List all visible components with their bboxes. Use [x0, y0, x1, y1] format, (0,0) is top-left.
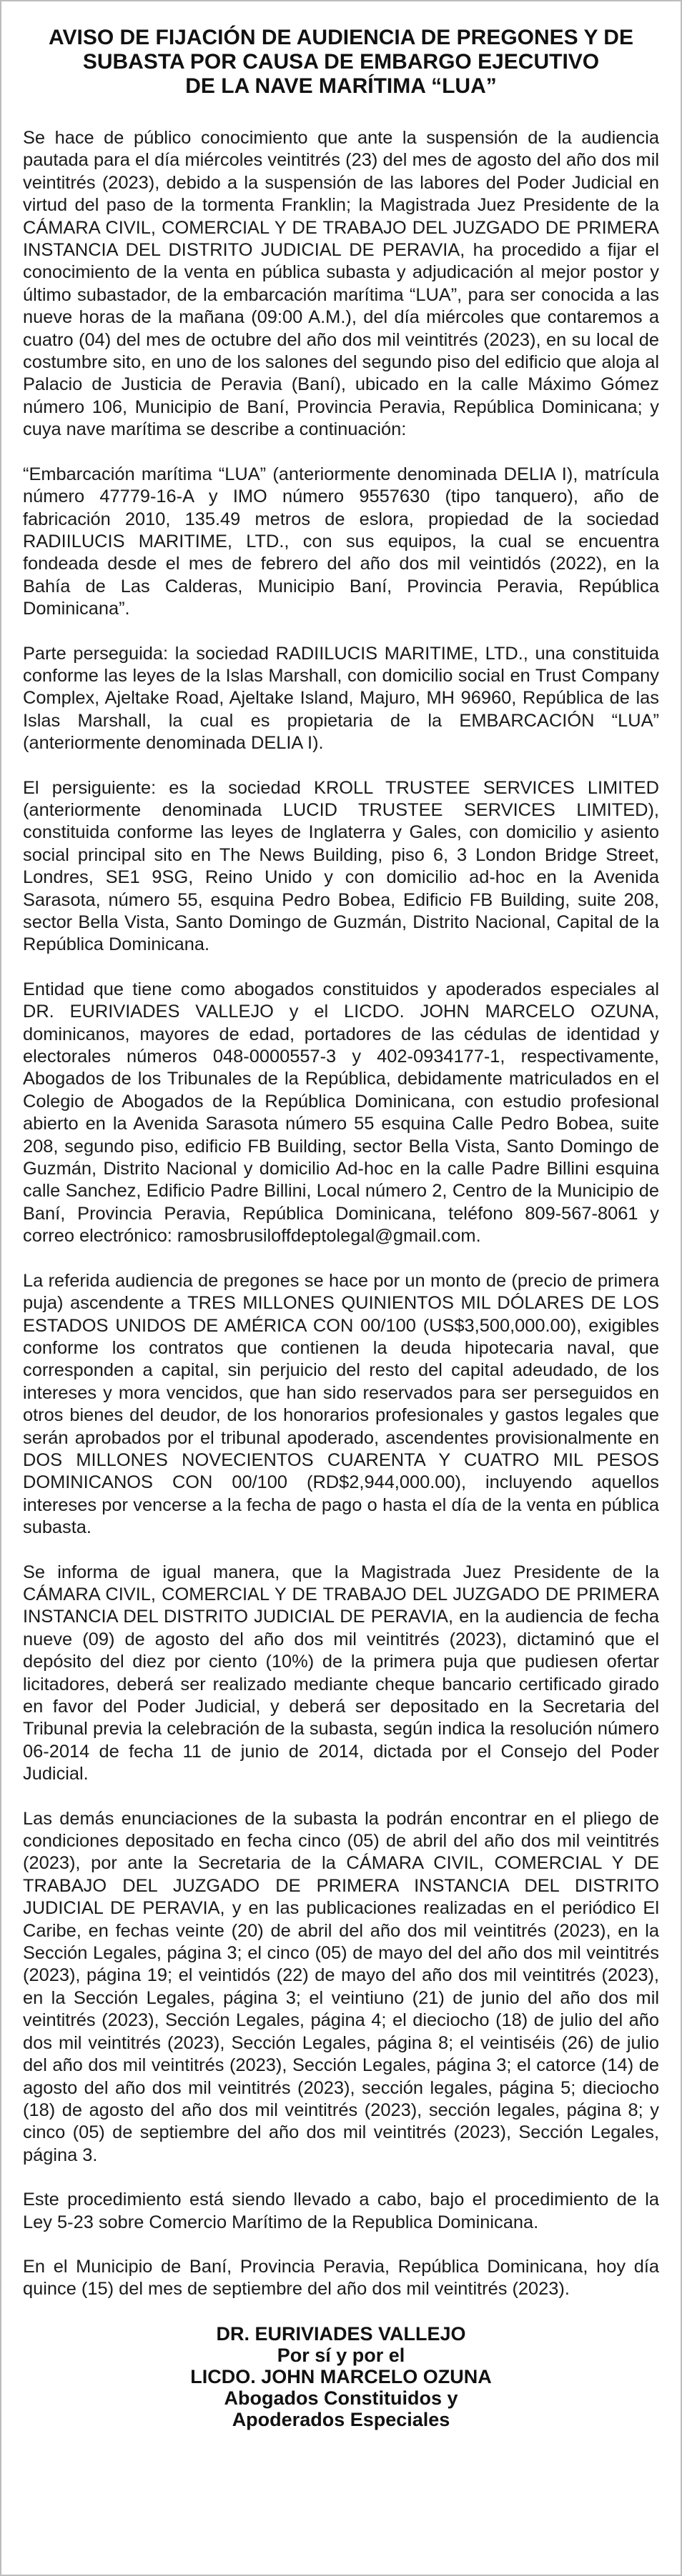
- title-line-2: SUBASTA POR CAUSA DE EMBARGO EJECUTIVO: [82, 50, 600, 74]
- notice-title: [23, 26, 659, 99]
- paragraph-attorneys: Entidad que tiene como abogados constituidos y apoderados especiales al DR. EURIVIADES VALLEJO y el LICDO. JOHN MARCELO OZUNA, dominicanos, mayores de edad, portadores de las cédulas de identidad y electorales números 048-0000557-3 y 402-0934177-1, respectivamente, Abogados de los Tribunales de la República, debidamente matriculados en el Colegio de Abogados de la República Dominicana, con estudio profesional abierto en la Avenida Sarasota número 55 esquina Calle Pedro Bobea, suite 208, segundo piso, edificio FB Building, sector Bella Vista, Santo Domingo de Guzmán, Distrito Nacional y domicilio Ad-hoc en la calle Padre Billini esquina calle Sanchez, Edificio Padre Billini, Local número 2, Centro de la Municipio de Baní, Provincia Peravia, República Dominicana, teléfono 809-567-8061 y correo electrónico: ramosbrusiloffdeptolegal@gmail.com.: [23, 979, 659, 1247]
- signature-line-4: Abogados Constituidos y: [224, 2387, 458, 2409]
- paragraph-vessel-description: “Embarcación marítima “LUA” (anteriormente denominada DELIA I), matrícula número 47779-16-A y IMO número 9557630 (tipo tanquero), año de fabricación 2010, 135.49 metros de eslora, propiedad de la sociedad RADIILUCIS MARITIME, LTD., con sus equipos, la cual se encuentra fondeada desde el mes de febrero del año dos mil veintidós (2022), en la Bahía de Las Calderas, Municipio Baní, Provincia Peravia, República Dominicana”.: [23, 464, 659, 619]
- signature-line-1: DR. EURIVIADES VALLEJO: [216, 2322, 466, 2345]
- paragraph-publications: Las demás enunciaciones de la subasta la podrán encontrar en el pliego de condiciones depositado en fecha cinco (05) de abril del año dos mil veintitrés (2023), por ante la Secretaria de la CÁMARA CIVIL, COMERCIAL Y DE TRABAJO DEL JUZGADO DE PRIMERA INSTANCIA DEL DISTRITO JUDICIAL DE PERAVIA, y en las publicaciones realizadas en el periódico El Caribe, en fechas veinte (20) de abril del año dos mil veintitrés (2023), en la Sección Legales, página 3; el cinco (05) de mayo del del año dos mil veintitrés (2023), página 19; el veintidós (22) de mayo del año dos mil veintitrés (2023), en la Sección Legales, página 3; el veintiuno (21) de junio del año dos mil veintitrés (2023), Sección Legales, página 4; el dieciocho (18) de julio del año dos mil veintitrés (2023), Sección Legales, página 8; el veintiséis (26) de julio del año dos mil veintitrés (2023), Sección Legales, página 3; el catorce (14) de agosto del año dos mil veintitrés (2023), sección legales, página 5; dieciocho (18) de agosto del año dos mil veintitrés (2023), sección legales, página 8; y cinco (05) de septiembre del año dos mil veintitrés (2023), Sección Legales, página 3.: [23, 1808, 659, 2165]
- signature-block: [23, 2323, 659, 2430]
- signature-line-2: Por sí y por el: [277, 2344, 405, 2366]
- paragraph-pursued-party: Parte perseguida: la sociedad RADIILUCIS MARITIME, LTD., una constituida conforme las leyes de la Islas Marshall, con domicilio social en Trust Company Complex, Ajeltake Road, Ajeltake Island, Majuro, MH 96960, República de las Islas Marshall, la cual es propietaria de la EMBARCACIÓN “LUA” (anteriormente denominada DELIA I).: [23, 643, 659, 754]
- signature-line-5: Apoderados Especiales: [232, 2408, 450, 2430]
- signature-line-3: LICDO. JOHN MARCELO OZUNA: [190, 2365, 492, 2387]
- paragraph-amount: La referida audiencia de pregones se hace por un monto de (precio de primera puja) ascendente a TRES MILLONES QUINIENTOS MIL DÓLARES DE LOS ESTADOS UNIDOS DE AMÉRICA CON 00/100 (US$3,500,000.00), exigibles conforme los contratos que contienen la deuda hipotecaria naval, que corresponden a capital, sin perjuicio del resto del capital adeudado, de los intereses y mora vencidos, que han sido reservados para ser perseguidos en otros bienes del deudor, de los honorarios profesionales y gastos legales que serán aprobados por el tribunal apoderado, ascendentes provisionalmente en DOS MILLONES NOVECIENTOS CUARENTA Y CUATRO MIL PESOS DOMINICANOS CON 00/100 (RD$2,944,000.00), incluyendo aquellos intereses por vencerse a la fecha de pago o hasta el día de la venta en pública subasta.: [23, 1270, 659, 1538]
- title-line-3: DE LA NAVE MARÍTIMA “LUA”: [185, 74, 497, 98]
- title-line-1: AVISO DE FIJACIÓN DE AUDIENCIA DE PREGONES Y DE: [49, 26, 633, 49]
- paragraph-announcement: Se hace de público conocimiento que ante la suspensión de la audiencia pautada para el día miércoles veintitrés (23) del mes de agosto del año dos mil veintitrés (2023), debido a la suspensión de las labores del Poder Judicial en virtud del paso de la tormenta Franklin; la Magistrada Juez Presidente de la CÁMARA CIVIL, COMERCIAL Y DE TRABAJO DEL JUZGADO DE PRIMERA INSTANCIA DEL DISTRITO JUDICIAL DE PERAVIA, ha procedido a fijar el conocimiento de la venta en pública subasta y adjudicación al mejor postor y último subastador, de la embarcación marítima “LUA”, para ser conocida a las nueve horas de la mañana (09:00 A.M.), del día miércoles que contaremos a cuatro (04) del mes de octubre del año dos mil veintitrés (2023), en su local de costumbre sito, en uno de los salones del segundo piso del edificio que aloja al Palacio de Justicia de Peravia (Baní), ubicado en la calle Máximo Gómez número 106, Municipio de Baní, Provincia Peravia, República Dominicana; y cuya nave marítima se describe a continuación:: [23, 128, 659, 440]
- paragraph-deposit: Se informa de igual manera, que la Magistrada Juez Presidente de la CÁMARA CIVIL, COMERCIAL Y DE TRABAJO DEL JUZGADO DE PRIMERA INSTANCIA DEL DISTRITO JUDICIAL DE PERAVIA, en la audiencia de fecha nueve (09) de agosto del año dos mil veintitrés (2023), dictaminó que el depósito del diez por ciento (10%) de la primera puja que pudiesen ofertar licitadores, deberá ser realizado mediante cheque bancario certificado girado en favor del Poder Judicial, y deberá ser depositado en la Secretaria del Tribunal previa la celebración de la subasta, según indica la resolución número 06-2014 de fecha 11 de junio de 2014, dictada por el Consejo del Poder Judicial.: [23, 1562, 659, 1784]
- paragraph-pursuer: El persiguiente: es la sociedad KROLL TRUSTEE SERVICES LIMITED (anteriormente denominada LUCID TRUSTEE SERVICES LIMITED), constituida conforme las leyes de Inglaterra y Gales, con domicilio y asiento social principal sito en The News Building, piso 6, 3 London Bridge Street, Londres, SE1 9SG, Reino Unido y con domicilio ad-hoc en la Avenida Sarasota, número 55, esquina Pedro Bobea, Edificio FB Building, suite 208, sector Bella Vista, Santo Domingo de Guzmán, Distrito Nacional, Capital de la República Dominicana.: [23, 777, 659, 955]
- paragraph-date-place: En el Municipio de Baní, Provincia Peravia, República Dominicana, hoy día quince (15) del mes de septiembre del año dos mil veintitrés (2023).: [23, 2256, 659, 2300]
- paragraph-procedure-law: Este procedimiento está siendo llevado a cabo, bajo el procedimiento de la Ley 5-23 sobre Comercio Marítimo de la Republica Dominicana.: [23, 2190, 659, 2232]
